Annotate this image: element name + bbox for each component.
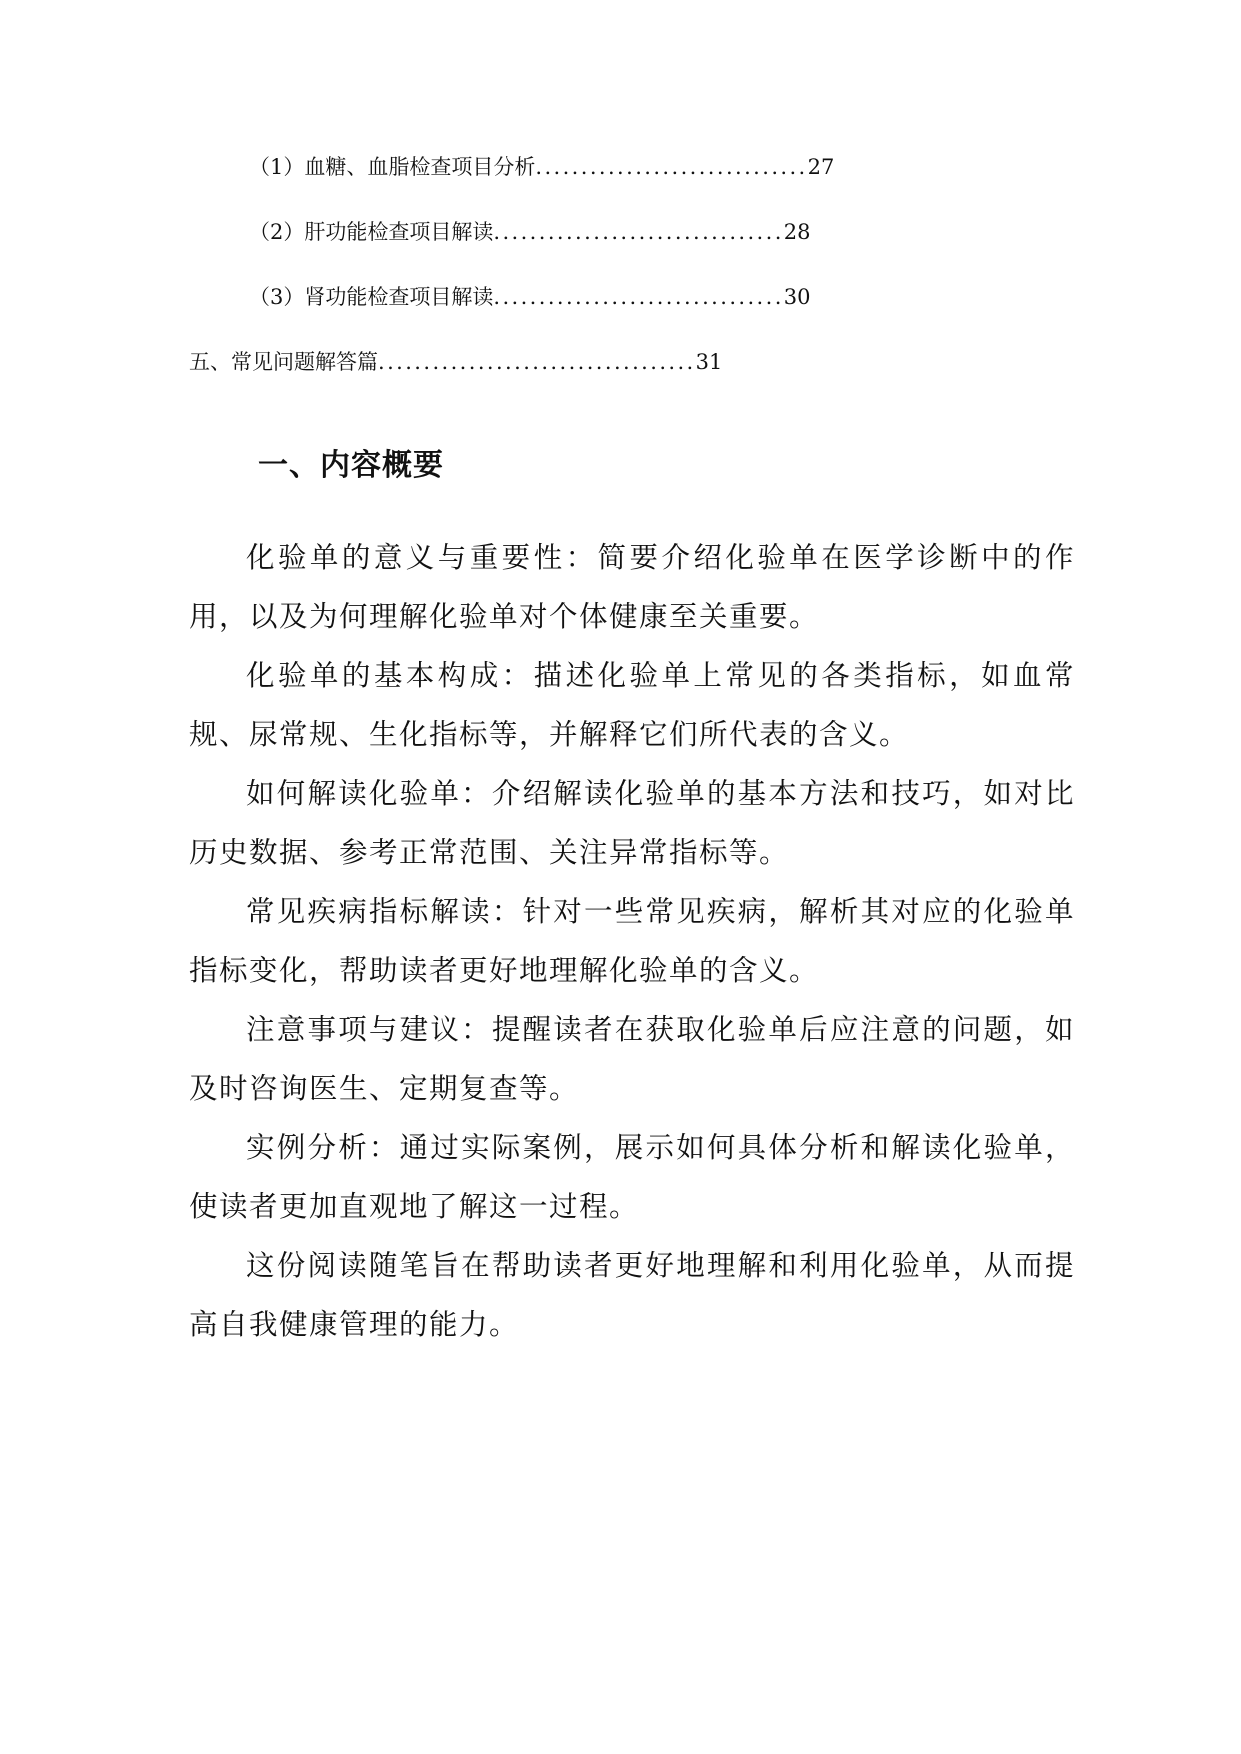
paragraph-case-analysis: 实例分析：通过实际案例，展示如何具体分析和解读化验单，使读者更加直观地了解这一过程。 xyxy=(189,1131,1075,1223)
toc-page-number: 31 xyxy=(695,350,723,374)
toc-entry-label: （2）肝功能检查项目解读 xyxy=(249,220,494,244)
toc-entry-blood-sugar-lipids[interactable] xyxy=(249,152,834,182)
toc-leader-dots: .............................. xyxy=(535,155,808,179)
paragraph-summary: 这份阅读随笔旨在帮助读者更好地理解和利用化验单，从而提高自我健康管理的能力。 xyxy=(189,1249,1075,1341)
toc-page-number: 28 xyxy=(783,220,811,244)
toc-entry-label: 五、常见问题解答篇 xyxy=(189,350,378,374)
toc-entry-label: （1）血糖、血脂检查项目分析 xyxy=(249,155,536,179)
toc-leader-dots: ................................... xyxy=(378,350,696,374)
paragraph-precautions: 注意事项与建议：提醒读者在获取化验单后应注意的问题，如及时咨询医生、定期复查等。 xyxy=(189,1013,1075,1105)
toc-page-number: 30 xyxy=(783,285,811,309)
toc-entry-kidney-function[interactable] xyxy=(249,282,811,312)
toc-leader-dots: ................................ xyxy=(493,220,784,244)
paragraph-composition: 化验单的基本构成：描述化验单上常见的各类指标，如血常规、尿常规、生化指标等，并解释它们所代表的含义。 xyxy=(189,659,1075,751)
paragraph-common-diseases: 常见疾病指标解读：针对一些常见疾病，解析其对应的化验单指标变化，帮助读者更好地理解化验单的含义。 xyxy=(189,895,1075,987)
paragraph-how-to-read: 如何解读化验单：介绍解读化验单的基本方法和技巧，如对比历史数据、参考正常范围、关注异常指标等。 xyxy=(189,777,1075,869)
toc-entry-faq[interactable] xyxy=(189,347,722,377)
toc-leader-dots: ................................ xyxy=(493,285,784,309)
toc-page-number: 27 xyxy=(807,155,835,179)
paragraph-significance: 化验单的意义与重要性：简要介绍化验单在医学诊断中的作用，以及为何理解化验单对个体健康至关重要。 xyxy=(189,541,1075,633)
section-body xyxy=(189,528,1075,1354)
toc-entry-liver-function[interactable] xyxy=(249,217,811,247)
toc-entry-label: （3）肾功能检查项目解读 xyxy=(249,285,494,309)
section-heading: 一、内容概要 xyxy=(258,448,444,483)
